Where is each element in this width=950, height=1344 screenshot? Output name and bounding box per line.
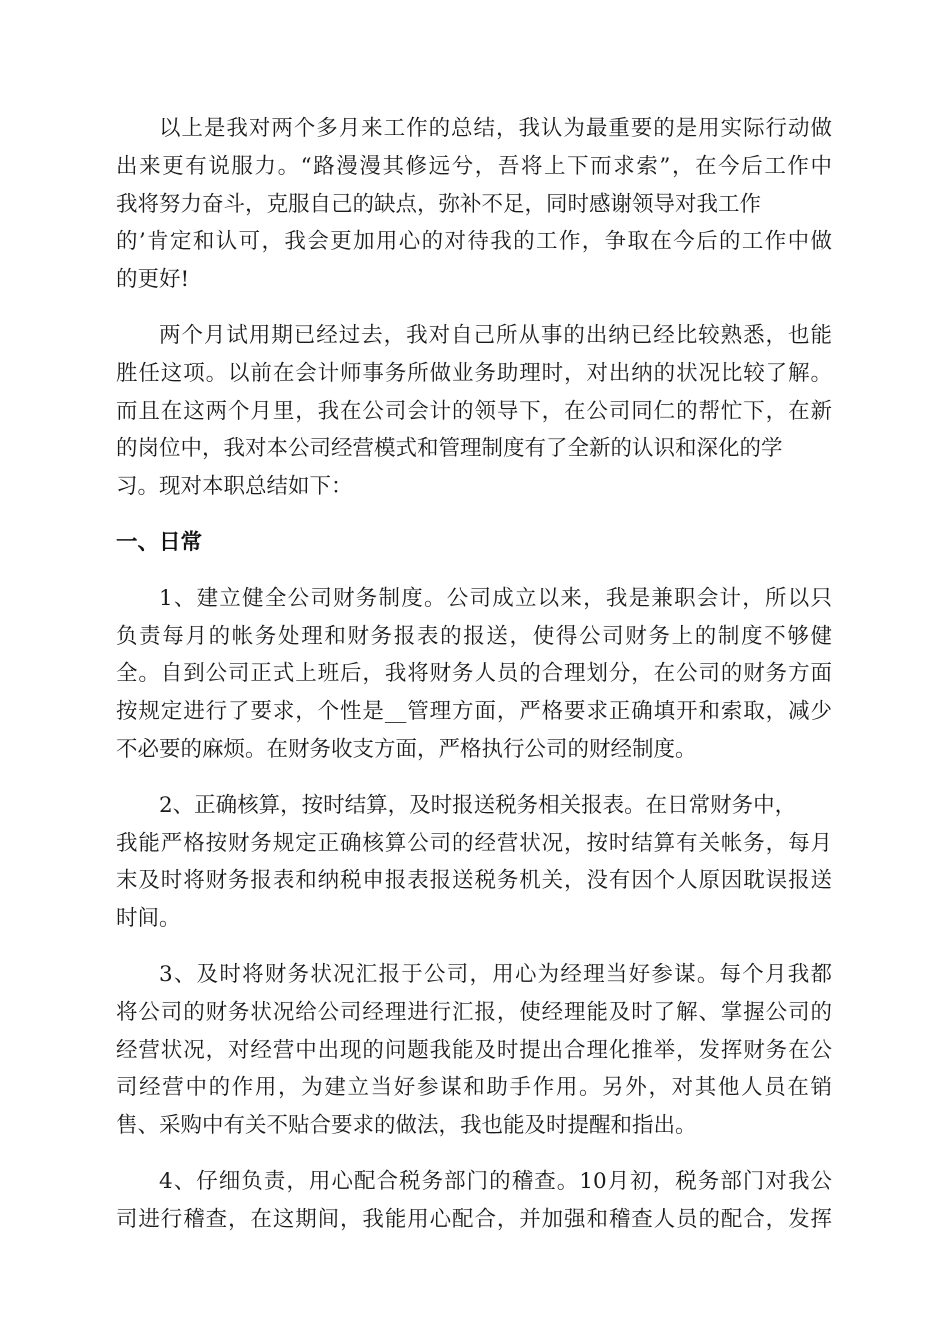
text-line: 习。现对本职总结如下： [116, 474, 353, 500]
text-line: 经营状况，对经营中出现的问题我能及时提出合理化推举，发挥财务在公 [116, 1037, 832, 1063]
text-line: 的岗位中，我对本公司经营模式和管理制度有了全新的认识和深化的学 [116, 436, 783, 462]
text-line: 按规定进行了要求，个性是__管理方面，严格要求正确填开和索取，减少 [116, 699, 832, 725]
section-heading: 一、日常 [116, 529, 203, 555]
text-line: 的’肯定和认可，我会更加用心的对待我的工作，争取在今后的工作中做 [116, 229, 832, 255]
text-line: 出来更有说服力。“路漫漫其修远兮，吾将上下而求索”，在今后工作中 [116, 153, 832, 179]
paragraph-summary [116, 110, 832, 299]
paragraph-intro [116, 317, 832, 506]
text-line: 我能严格按财务规定正确核算公司的经营状况，按时结算有关帐务，每月 [116, 830, 832, 856]
text-line: 4、仔细负责，用心配合税务部门的稽查。10月初，税务部门对我公 [159, 1168, 832, 1194]
text-line: 以上是我对两个多月来工作的总结，我认为最重要的是用实际行动做 [159, 116, 832, 141]
text-line: 末及时将财务报表和纳税申报表报送税务机关，没有因个人原因耽误报送 [116, 868, 832, 894]
text-line: 我将努力奋斗，克服自己的缺点，弥补不足，同时感谢领导对我工作 [116, 191, 762, 217]
text-line: 1、建立健全公司财务制度。公司成立以来，我是兼职会计，所以只 [159, 585, 832, 611]
text-line: 司进行稽查，在这期间，我能用心配合，并加强和稽查人员的配合，发挥 [116, 1206, 832, 1232]
list-item-3 [116, 956, 832, 1145]
text-line: 3、及时将财务状况汇报于公司，用心为经理当好参谋。每个月我都 [159, 961, 832, 987]
text-line: 负责每月的帐务处理和财务报表的报送，使得公司财务上的制度不够健 [116, 623, 832, 649]
text-line: 胜任这项。以前在会计师事务所做业务助理时，对出纳的状况比较了解。 [116, 360, 832, 386]
text-line: 司经营中的作用，为建立当好参谋和助手作用。另外，对其他人员在销 [116, 1075, 832, 1101]
text-line: 2、正确核算，按时结算，及时报送税务相关报表。在日常财务中， [159, 792, 797, 818]
list-item-1 [116, 580, 832, 769]
text-line: 售、采购中有关不贴合要求的做法，我也能及时提醒和指出。 [116, 1113, 697, 1139]
text-line: 的更好! [116, 267, 190, 293]
text-line: 时间。 [116, 906, 181, 932]
text-line: 全。自到公司正式上班后，我将财务人员的合理划分，在公司的财务方面 [116, 661, 832, 687]
text-line: 不必要的麻烦。在财务收支方面，严格执行公司的财经制度。 [116, 736, 697, 762]
list-item-4 [116, 1163, 832, 1239]
text-line: 将公司的财务状况给公司经理进行汇报，使经理能及时了解、掌握公司的 [116, 999, 832, 1025]
text-line: 而且在这两个月里，我在公司会计的领导下，在公司同仁的帮忙下，在新 [116, 398, 832, 424]
text-line: 两个月试用期已经过去，我对自己所从事的出纳已经比较熟悉，也能 [159, 322, 832, 348]
list-item-2 [116, 787, 832, 938]
document-body [116, 110, 832, 1257]
